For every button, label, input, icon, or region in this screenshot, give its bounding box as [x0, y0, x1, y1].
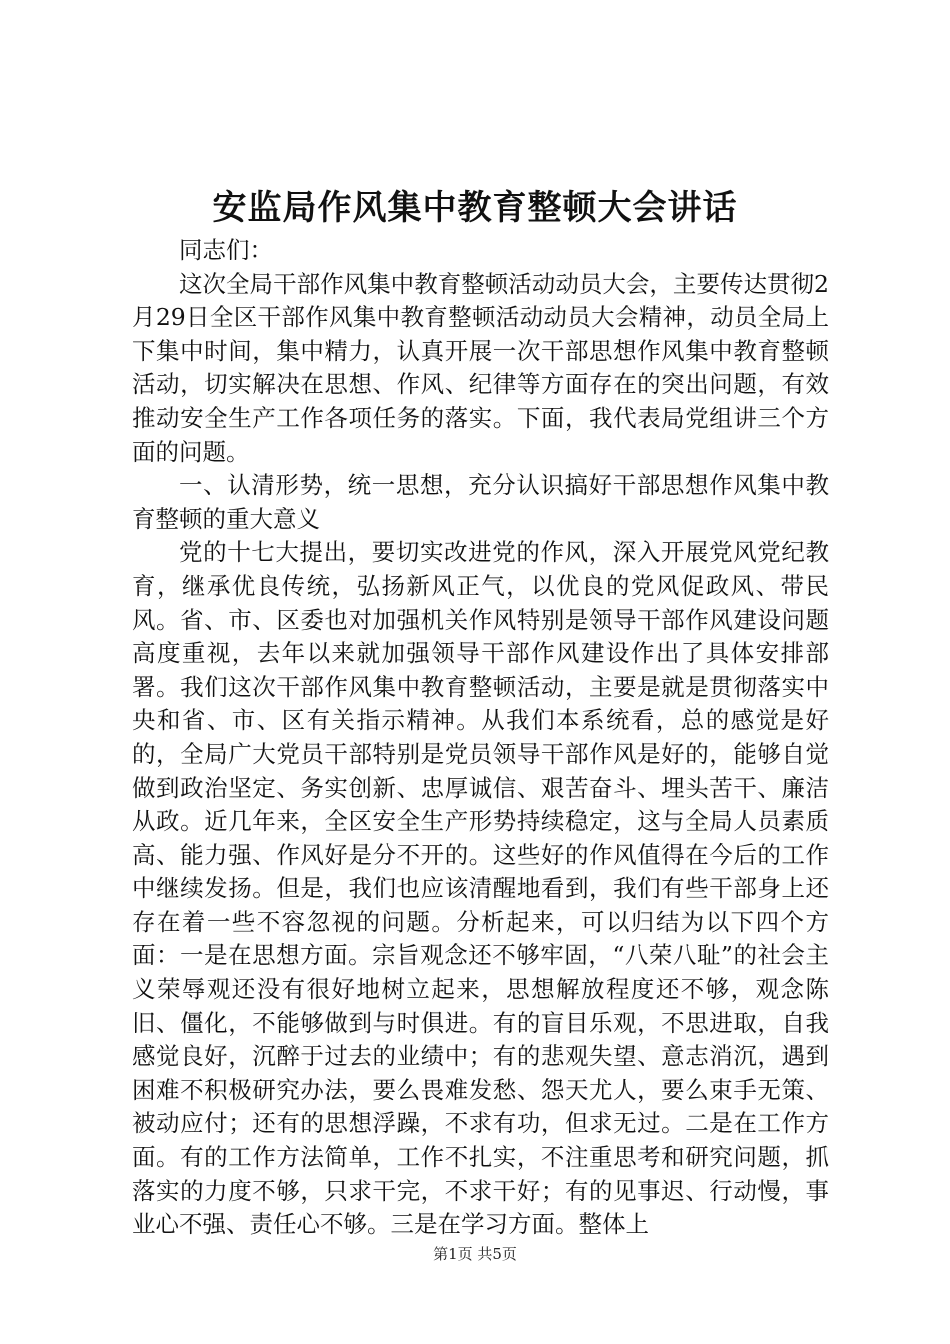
- document-body: [132, 234, 829, 1242]
- intro-paragraph: 这次全局干部作风集中教育整顿活动动员大会，主要传达贯彻2月29日全区干部作风集中教育整顿活动动员大会精神，动员全局上下集中时间，集中精力，认真开展一次干部思想作风集中教育整顿活动，切实解决在思想、作风、纪律等方面存在的突出问题，有效推动安全生产工作各项任务的落实。下面，我代表局党组讲三个方面的问题。: [132, 269, 829, 466]
- body-paragraph: 党的十七大提出，要切实改进党的作风，深入开展党风党纪教育，继承优良传统，弘扬新风正气，以优良的党风促政风、带民风。省、市、区委也对加强机关作风特别是领导干部作风建设问题高度重视，去年以来就加强领导干部作风建设作出了具体安排部署。我们这次干部作风集中教育整顿活动，主要是就是贯彻落实中央和省、市、区有关指示精神。从我们本系统看，总的感觉是好的，全局广大党员干部特别是党员领导干部作风是好的，能够自觉做到政治坚定、务实创新、忠厚诚信、艰苦奋斗、埋头苦干、廉洁从政。近几年来，全区安全生产形势持续稳定，这与全局人员素质高、能力强、作风好是分不开的。这些好的作风值得在今后的工作中继续发扬。但是，我们也应该清醒地看到，我们有些干部身上还存在着一些不容忽视的问题。分析起来，可以归结为以下四个方面：一是在思想方面。宗旨观念还不够牢固，“八荣八耻”的社会主义荣辱观还没有很好地树立起来，思想解放程度还不够，观念陈旧、僵化，不能够做到与时俱进。有的盲目乐观，不思进取，自我感觉良好，沉醉于过去的业绩中；有的悲观失望、意志消沉，遇到困难不积极研究办法，要么畏难发愁、怨天尤人，要么束手无策、被动应付；还有的思想浮躁，不求有功，但求无过。二是在工作方面。有的工作方法简单，工作不扎实，不注重思考和研究问题，抓落实的力度不够，只求干完，不求干好；有的见事迟、行动慢，事业心不强、责任心不够。三是在学习方面。整体上: [132, 538, 829, 1239]
- salutation-paragraph: 同志们：: [179, 236, 273, 264]
- document-title: 安监局作风集中教育整顿大会讲话: [212, 188, 738, 228]
- page-footer: 第1页 共5页: [433, 1245, 517, 1263]
- section-heading-1: 一、认清形势，统一思想，充分认识搞好干部思想作风集中教育整顿的重大意义: [132, 471, 829, 533]
